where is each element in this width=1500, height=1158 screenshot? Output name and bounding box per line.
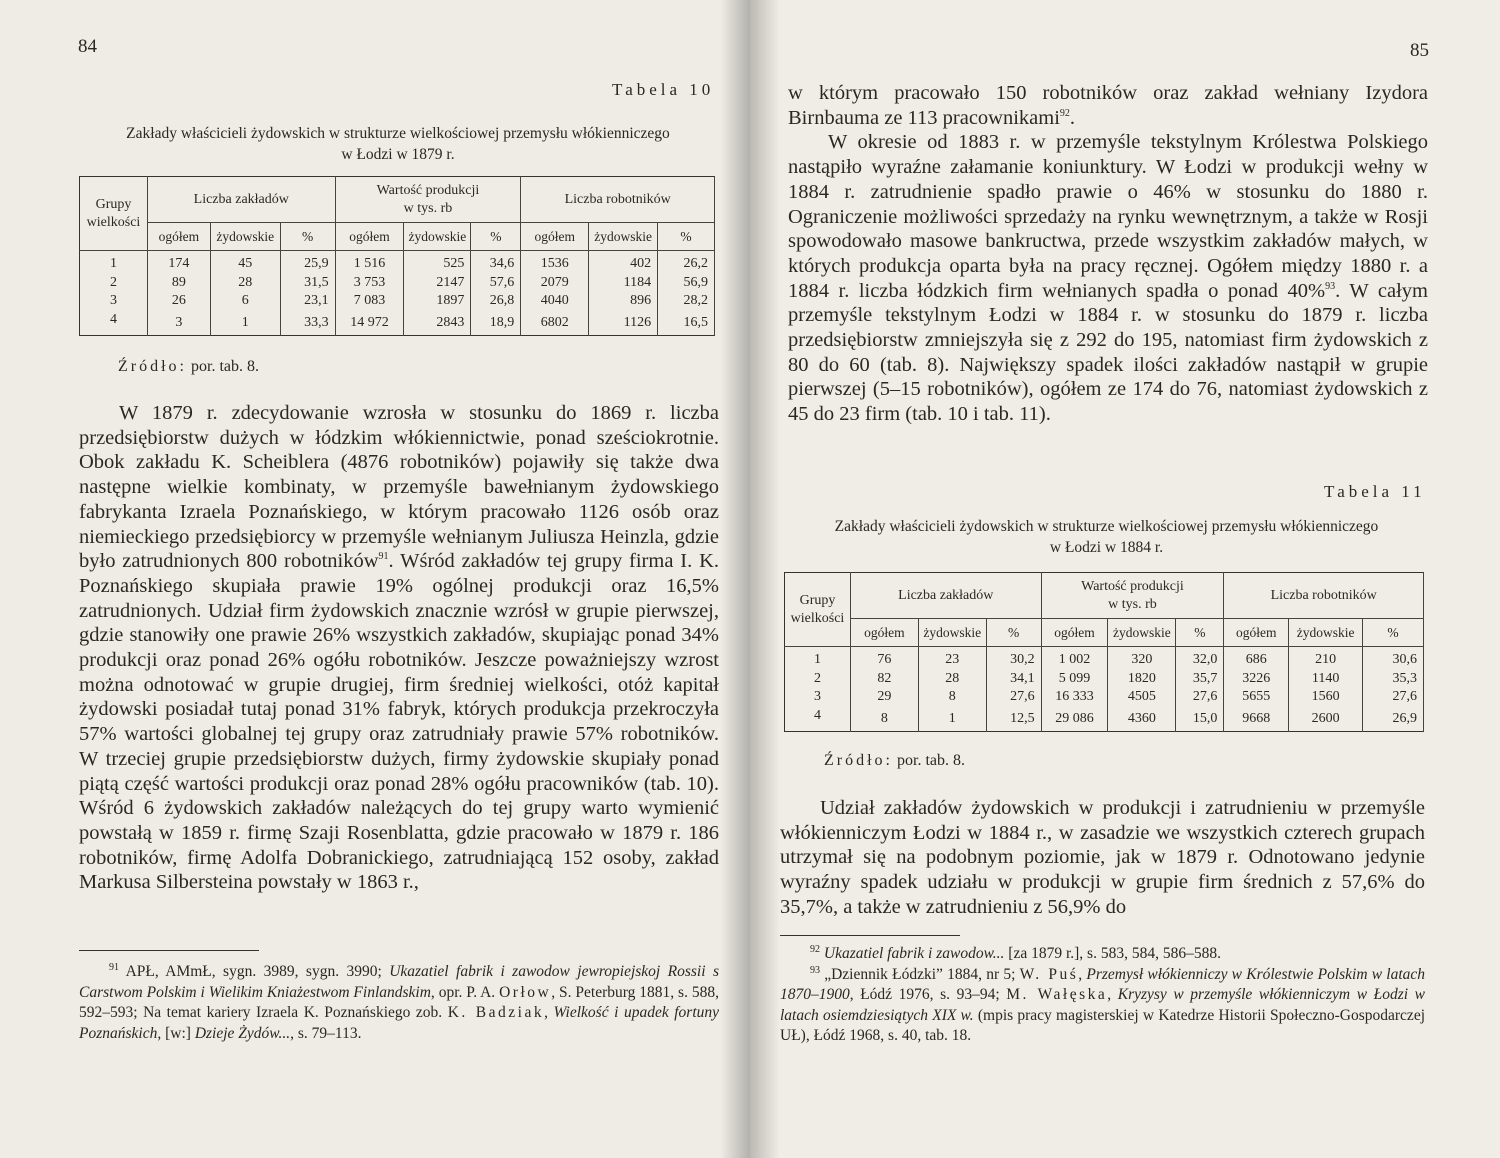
table-row (80, 292, 715, 311)
cell: 25,9 (280, 251, 335, 274)
data-table (79, 176, 715, 336)
cell: 18,9 (471, 311, 521, 336)
header-pct: % (1176, 619, 1224, 647)
cell: 34,1 (986, 670, 1041, 689)
text-run: w którym pracowało 150 robotników oraz zakład wełniany Izydora Birnbauma ze 113 pracownikami (788, 82, 1428, 129)
text-run: W 1879 r. zdecydowanie wzrosła w stosunku do 1869 r. liczba przedsiębiorstw dużych w łódzkim włókiennictwie, ponad sześciokrotnie. Obok zakładu K. Scheiblera (4876 robotników) pojawiły się także dwa następne wielkie kombinaty, w przemyśle bawełnianym żydowskiego fabrykanta Izraela Poznańskiego, w którym pracowało 1126 osób oraz niemieckiego przedsiębiorcy w przemyśle wełnianym Juliusza Heinzla, gdzie było zatrudnionych 800 robotników (79, 402, 719, 573)
text-run: APŁ, AMmŁ, sygn. 3989, sygn. 3990; (125, 963, 390, 980)
cell: 34,6 (471, 251, 521, 274)
text-run: Ukazatiel fabrik i zawodow... (823, 945, 1005, 962)
cell: 89 (147, 274, 210, 293)
cell: 27,6 (986, 688, 1041, 707)
cell: 1140 (1289, 670, 1363, 689)
cell: 4040 (521, 292, 589, 311)
text-run: , [w:] (157, 1024, 195, 1042)
author: Orłow (499, 983, 552, 1001)
cell: 4 (80, 311, 148, 336)
header-count: Liczba zakładów (850, 573, 1041, 619)
paragraph (788, 81, 1428, 130)
header-jewish: żydowskie (404, 223, 471, 251)
cell: 1184 (589, 274, 658, 293)
text-run: , s. 79–113. (290, 1024, 362, 1042)
cell: 210 (1289, 647, 1363, 670)
footnote-rule (780, 935, 960, 936)
cell: 4505 (1108, 688, 1176, 707)
source-text: por. tab. 8. (897, 752, 965, 769)
text-run: (mpis pracy magisterskiej w Katedrze Historii Społeczno-Gospodarczej UŁ), Łódź 1968, s. 40, tab. 18. (780, 1006, 1425, 1044)
cell: 26 (147, 292, 210, 311)
author: W. Puś (1019, 965, 1079, 983)
cell: 2147 (404, 274, 471, 293)
cell: 2843 (404, 311, 471, 336)
header-pct: % (280, 223, 335, 251)
page-number: 85 (1410, 40, 1429, 61)
body-text (788, 81, 1428, 427)
cell: 2 (80, 274, 148, 293)
header-jewish: żydowskie (1289, 619, 1363, 647)
cell: 35,7 (1176, 670, 1224, 689)
footnote (79, 962, 719, 1044)
table-row (80, 274, 715, 293)
cell: 1 (918, 707, 986, 732)
header-total: ogółem (1224, 619, 1289, 647)
header-pct: % (986, 619, 1041, 647)
cell: 30,6 (1363, 647, 1424, 670)
text-run: , opr. P. A. (430, 983, 500, 1001)
caption-line: w Łodzi w 1879 r. (341, 146, 455, 163)
footnote-ref: 91 (378, 551, 389, 563)
cell: 45 (210, 251, 280, 274)
author: K. Badziak (447, 1004, 545, 1021)
cell: 16,5 (658, 311, 715, 336)
cell: 82 (850, 670, 918, 689)
cell: 12,5 (986, 707, 1041, 732)
cell: 15,0 (1176, 707, 1224, 732)
header-value: Wartość produkcji w tys. rb (1041, 573, 1224, 619)
header-groups: Grupy wielkości (785, 573, 851, 647)
header-groups: Grupy wielkości (80, 177, 148, 251)
right-page (750, 0, 1500, 1158)
header-total: ogółem (147, 223, 210, 251)
text-run: Ukazatiel fabrik i zawodow jewropiejskoj Rossii s Carstwom Polskim i Wielikim Kniażestwom Finlandskim (79, 963, 719, 1001)
table-row (80, 311, 715, 336)
text-run: „Dziennik Łódzki” 1884, nr 5; (824, 965, 1020, 983)
paragraph (79, 401, 719, 895)
cell: 23 (918, 647, 986, 670)
table-row (785, 688, 1424, 707)
text-run: . (1069, 106, 1076, 129)
footnote-number: 91 (109, 961, 119, 973)
source-label: Źródło: (824, 752, 893, 769)
cell: 3 753 (335, 274, 404, 293)
cell: 1 516 (335, 251, 404, 274)
cell: 16 333 (1041, 688, 1108, 707)
body-text (780, 796, 1425, 920)
cell: 686 (1224, 647, 1289, 670)
cell: 32,0 (1176, 647, 1224, 670)
table-caption (784, 516, 1429, 558)
header-pct: % (471, 223, 521, 251)
cell: 28 (918, 670, 986, 689)
table-row (785, 707, 1424, 732)
footnote-number: 92 (810, 943, 820, 955)
footnote (780, 965, 1425, 1047)
cell: 57,6 (471, 274, 521, 293)
header-workers: Liczba robotników (521, 177, 715, 223)
header-jewish: żydowskie (589, 223, 658, 251)
header-total: ogółem (521, 223, 589, 251)
cell: 174 (147, 251, 210, 274)
footnote-rule (79, 950, 259, 951)
cell: 1897 (404, 292, 471, 311)
text-run: , (544, 1004, 554, 1021)
text-run: , (1107, 986, 1118, 1003)
cell: 26,8 (471, 292, 521, 311)
table-row (785, 647, 1424, 670)
cell: 28 (210, 274, 280, 293)
cell: 1 002 (1041, 647, 1108, 670)
cell: 3 (147, 311, 210, 336)
author: M. Wałęska (1006, 986, 1108, 1003)
cell: 33,3 (280, 311, 335, 336)
source-text: por. tab. 8. (191, 358, 259, 375)
text-run: , Łódź 1976, s. 93–94; (849, 986, 1007, 1003)
cell: 23,1 (280, 292, 335, 311)
cell: 8 (918, 688, 986, 707)
cell: 56,9 (658, 274, 715, 293)
header-total: ogółem (1041, 619, 1108, 647)
cell: 402 (589, 251, 658, 274)
cell: 14 972 (335, 311, 404, 336)
header-jewish: żydowskie (210, 223, 280, 251)
cell: 29 (850, 688, 918, 707)
cell: 31,5 (280, 274, 335, 293)
text-run: Kryzysy w przemyśle włókienniczym w Łodzi w latach osiemdziesiątych XIX w. (780, 986, 1425, 1024)
cell: 76 (850, 647, 918, 670)
text-run: . Wśród zakładów tej grupy firma I. K. Poznańskiego skupiała prawie 19% ogólnej produkcji oraz 16,5% zatrudnionych. Udział firm żydowskich znacznie wzrósł w grupie pierwszej, gdzie stanowiły one prawie 26% wszystkich zakładów, skupiając ponad 34% produkcji oraz ponad 26% ogółu robotników. Jeszcze poważniejszy wzrost można odnotować w grupie drugiej, firm średniej wielkości, otóż kapitał żydowski posiadał tutaj ponad 31% fabryk, których produkcja przekroczyła 57% wartości globalnej tej grupy oraz zatrudniały prawie 57% robotników. W trzeciej grupie przedsiębiorstw dużych, firmy żydowskie skupiały ponad piątą część wartości produkcji oraz ponad 28% ogółu pracowników (tab. 10). Wśród 6 żydowskich zakładów należących do tej grupy warto wymienić powstałą w 1859 r. firmę Szaji Rosenblatta, gdzie pracowało w 1879 r. 186 robotników, firmę Adolfa Dobranickiego, zatrudniającą 152 osoby, zakład Markusa Silbersteina powstały w 1863 r., (79, 550, 720, 894)
footnotes (79, 962, 719, 1044)
text-run: [za 1879 r.], s. 583, 584, 586–588. (1004, 945, 1221, 962)
cell: 3 (80, 292, 148, 311)
text-run: Wielkość i upadek fortuny Poznańskich (79, 1004, 719, 1042)
header-pct: % (658, 223, 715, 251)
cell: 8 (850, 707, 918, 732)
paragraph (788, 130, 1428, 426)
text-run: Przemysł włókienniczy w Królestwie Polskim w latach 1870–1900 (780, 965, 1426, 1003)
cell: 2079 (521, 274, 589, 293)
cell: 3226 (1224, 670, 1289, 689)
cell: 1 (210, 311, 280, 336)
header-total: ogółem (850, 619, 918, 647)
cell: 6802 (521, 311, 589, 336)
text-run: , (1078, 965, 1087, 983)
text-run: Dzieje Żydów... (194, 1024, 291, 1042)
cell: 1536 (521, 251, 589, 274)
table-label: Tabela 11 (1324, 482, 1426, 501)
footnote-ref: 92 (1059, 107, 1070, 119)
cell: 6 (210, 292, 280, 311)
header-total: ogółem (335, 223, 404, 251)
caption-line: w Łodzi w 1884 r. (1049, 539, 1164, 556)
data-table (784, 572, 1424, 732)
table-source (824, 752, 965, 770)
paragraph: Udział zakładów żydowskich w produkcji i zatrudnieniu w przemyśle włókienniczym Łodzi w 1884 r., w zasadzie we wszystkich czterech grupach utrzymał się na podobnym poziomie, jak w 1879 r. Odnotowano jedynie wyraźny spadek udziału w produkcji w grupie firm średnich z 57,6% do 35,7%, a także w zatrudnieniu z 56,9% do (780, 797, 1425, 918)
table-row (80, 251, 715, 274)
footnote-number: 93 (810, 964, 820, 976)
cell: 1820 (1108, 670, 1176, 689)
cell: 9668 (1224, 707, 1289, 732)
header-jewish: żydowskie (918, 619, 986, 647)
page-number: 84 (78, 36, 97, 57)
caption-line: Zakłady właścicieli żydowskich w strukturze wielkościowej przemysłu włókienniczego (834, 518, 1379, 535)
cell: 1 (785, 647, 851, 670)
cell: 3 (785, 688, 851, 707)
cell: 28,2 (658, 292, 715, 311)
footnote-ref: 93 (1325, 280, 1336, 292)
cell: 2 (785, 670, 851, 689)
cell: 320 (1108, 647, 1176, 670)
cell: 1126 (589, 311, 658, 336)
table-caption (78, 123, 718, 165)
header-workers: Liczba robotników (1224, 573, 1424, 619)
cell: 30,2 (986, 647, 1041, 670)
cell: 1560 (1289, 688, 1363, 707)
cell: 4360 (1108, 707, 1176, 732)
cell: 5 099 (1041, 670, 1108, 689)
cell: 35,3 (1363, 670, 1424, 689)
cell: 7 083 (335, 292, 404, 311)
table-label: Tabela 10 (612, 80, 715, 99)
footnotes (780, 944, 1425, 1047)
text-run: , S. Peterburg 1881, s. 588, 592–593; Na temat kariery Izraela K. Poznańskiego zob. (79, 983, 719, 1021)
cell: 896 (589, 292, 658, 311)
gutter-shadow (750, 0, 780, 1158)
cell: 5655 (1224, 688, 1289, 707)
table-source (118, 358, 259, 376)
caption-line: Zakłady właścicieli żydowskich w strukturze wielkościowej przemysłu włókienniczego (126, 125, 670, 142)
gutter-shadow (720, 0, 750, 1158)
header-pct: % (1363, 619, 1424, 647)
cell: 26,9 (1363, 707, 1424, 732)
cell: 2600 (1289, 707, 1363, 732)
text-run: . W całym przemyśle tekstylnym Łodzi w 1884 r. w stosunku do 1879 r. liczba przedsiębiorstw zmniejszyła się z 292 do 195, natomiast firm żydowskich z 80 do 60 (tab. 8). Największy spadek ilości zakładów nastąpił w grupie pierwszej (5–15 robotników), ogółem ze 174 do 76, natomiast żydowskich z 45 do 23 firm (tab. 10 i tab. 11). (788, 279, 1428, 426)
text-run: W okresie od 1883 r. w przemyśle tekstylnym Królestwa Polskiego nastąpiło wyraźne załamanie koniunktury. W Łodzi w produkcji wełny w 1884 r. zatrudnienie spadło prawie o 46% w stosunku do 1880 r. Ograniczenie możliwości sprzedaży na rynku wewnętrznym, a także w Rosji spowodowało masowe bankructwa, przede wszystkim zakładów małych, w których produkcja oparta była na pracy ręcznej. Ogółem między 1880 r. a 1884 r. liczba łódzkich firm wełnianych spadła o ponad 40% (788, 131, 1428, 302)
cell: 1 (80, 251, 148, 274)
cell: 4 (785, 707, 851, 732)
cell: 27,6 (1363, 688, 1424, 707)
header-value: Wartość produkcji w tys. rb (335, 177, 521, 223)
body-text (79, 401, 719, 895)
cell: 525 (404, 251, 471, 274)
source-label: Źródło: (118, 358, 187, 375)
header-jewish: żydowskie (1108, 619, 1176, 647)
cell: 29 086 (1041, 707, 1108, 732)
table-row (785, 670, 1424, 689)
header-count: Liczba zakładów (147, 177, 335, 223)
cell: 26,2 (658, 251, 715, 274)
footnote (780, 944, 1425, 965)
cell: 27,6 (1176, 688, 1224, 707)
